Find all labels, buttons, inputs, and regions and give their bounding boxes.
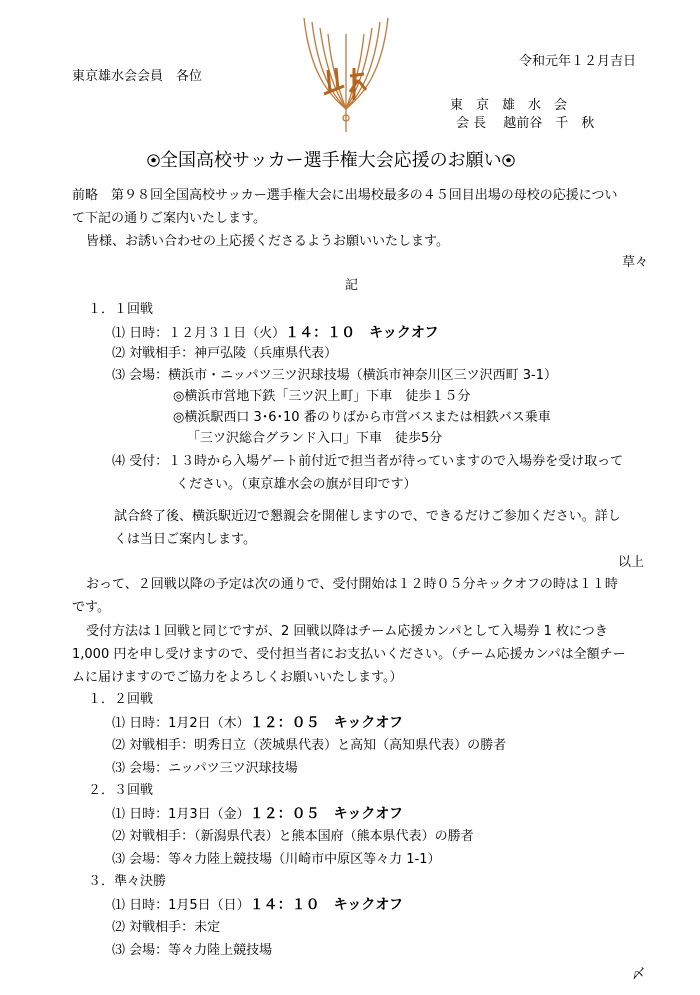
kickoff-time: １４：１０ キックオフ xyxy=(285,325,439,341)
later-line: おって、２回戦以降の予定は次の通りで、受付開始は１２時０５分キックオフの時は１１時 xyxy=(86,577,618,592)
title-text: 全国高校サッカー選手権大会応援のお願い xyxy=(160,150,502,171)
round2-heading: １．２回戦 xyxy=(88,692,154,707)
round1-reception: ⑷ 受付：１３時から入場ゲート前付近で担当者が待っていますので入場券を受け取って xyxy=(112,454,624,469)
access-line: ◎横浜駅西口 3･6･10 番のりばから市営バスまたは相鉄バス乗車 xyxy=(173,410,551,425)
qf-heading: ３．準々決勝 xyxy=(88,874,167,889)
organization-name: 東 京 雄 水 会 xyxy=(450,98,568,113)
access-line: ◎横浜市営地下鉄「三ツ沢上町」下車 徒歩１５分 xyxy=(173,389,471,404)
qf-opponent: ⑵ 対戦相手：未定 xyxy=(112,920,221,935)
date-label: ⑴ 日時：1月3日（金） xyxy=(112,807,250,822)
document-date: 令和元年１２月吉日 xyxy=(519,54,637,69)
later-line: ムに届けますのでご協力をよろしくお願いいたします。） xyxy=(72,670,403,685)
round3-heading: ２．３回戦 xyxy=(88,783,154,798)
afterparty-line: 試合終了後、横浜駅近辺で懇親会を開催しますので、できるだけご参加ください。詳し xyxy=(114,509,621,524)
qf-venue: ⑶ 会場：等々力陸上競技場 xyxy=(112,943,273,958)
kickoff-time: １２：０５ キックオフ xyxy=(249,715,403,731)
round1-venue: ⑶ 会場：横浜市・ニッパツ三ツ沢球技場（横浜市神奈川区三ツ沢西町 3-1） xyxy=(112,368,557,383)
round1-opponent: ⑵ 対戦相手：神戸弘陵（兵庫県代表） xyxy=(112,346,338,361)
later-line: 1,000 円を申し受けますので、受付担当者にお支払いください。（チーム応援カンパは全額チー xyxy=(72,647,626,662)
round1-heading: １．１回戦 xyxy=(88,302,154,317)
date-label: ⑴ 日時：1月2日（木） xyxy=(112,716,250,731)
round3-opponent: ⑵ 対戦相手：（新潟県代表）と熊本国府（熊本県代表）の勝者 xyxy=(112,829,474,844)
round2-venue: ⑶ 会場：ニッパツ三ツ沢球技場 xyxy=(112,761,298,776)
later-line: です。 xyxy=(72,600,110,615)
round2-opponent: ⑵ 対戦相手：明秀日立（茨城県代表）と高知（高知県代表）の勝者 xyxy=(112,738,507,753)
closing-greeting: 草々 xyxy=(622,255,649,270)
kickoff-time: １４：１０ キックオフ xyxy=(249,897,403,913)
afterparty-line: くは当日ご案内します。 xyxy=(114,532,256,547)
later-line: 受付方法は１回戦と同じですが、2 回戦以降はチーム応援カンパとして入場券 1 枚につき xyxy=(86,624,608,639)
intro-line: 前略 第９８回全国高校サッカー選手権大会に出場校最多の４５回目出場の母校の応援につい xyxy=(72,188,618,203)
round1-reception: ください。（東京雄水会の旗が目印です） xyxy=(176,477,417,492)
soccer-ball-icon xyxy=(502,154,515,167)
ki-heading: 記 xyxy=(345,278,359,293)
intro-line: て下記の通りご案内いたします。 xyxy=(72,211,266,226)
organization-emblem xyxy=(298,14,394,134)
addressee: 東京雄水会会員 各位 xyxy=(72,69,203,84)
kickoff-time: １２：０５ キックオフ xyxy=(249,806,403,822)
date-label: ⑴ 日時：1月5日（日） xyxy=(112,898,250,913)
round2-datetime xyxy=(112,716,403,730)
date-label: ⑴ 日時：１２月３１日（火） xyxy=(112,326,286,341)
round3-venue: ⑶ 会場：等々力陸上競技場（川崎市中原区等々力 1-1） xyxy=(112,852,441,867)
access-line: 「三ツ沢総合グランド入口」下車 徒歩5分 xyxy=(187,431,443,446)
round1-datetime xyxy=(112,326,438,340)
qf-datetime xyxy=(112,898,403,912)
intro-line: 皆様、お誘い合わせの上応援くださるようお願いいたします。 xyxy=(86,234,449,249)
ijo: 以上 xyxy=(618,555,645,570)
soccer-ball-icon xyxy=(147,154,160,167)
round3-datetime xyxy=(112,807,403,821)
footer-mark: 〆 xyxy=(632,967,646,982)
sender-name: 会 長 越前谷 千 秋 xyxy=(456,116,595,131)
page-title xyxy=(147,152,515,170)
